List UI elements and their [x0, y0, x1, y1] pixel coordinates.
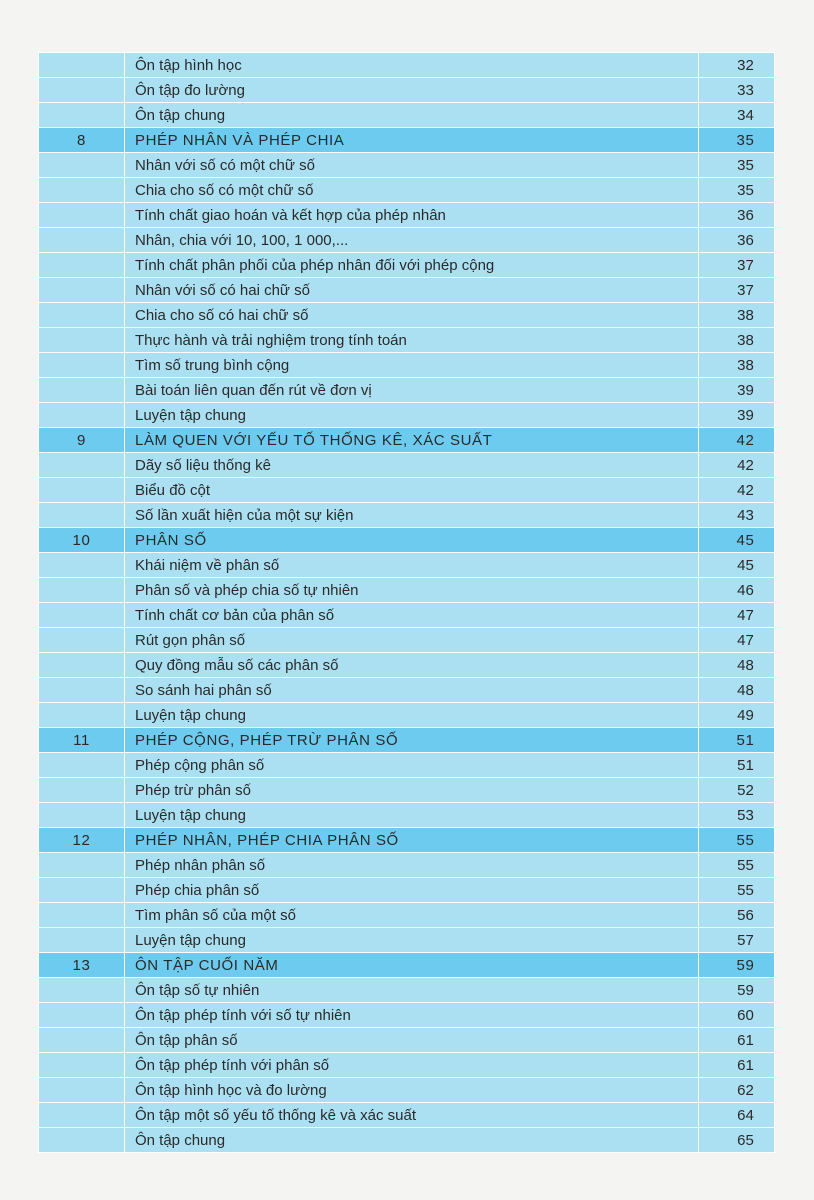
lesson-row — [39, 278, 775, 303]
page-number: 42 — [699, 478, 775, 503]
chapter-number — [39, 203, 125, 228]
chapter-number — [39, 1078, 125, 1103]
entry-title: Phép trừ phân số — [125, 778, 699, 803]
chapter-number — [39, 1128, 125, 1153]
chapter-number — [39, 578, 125, 603]
page-number: 51 — [699, 728, 775, 753]
chapter-number — [39, 628, 125, 653]
page-number: 35 — [699, 153, 775, 178]
lesson-row — [39, 178, 775, 203]
page-number: 46 — [699, 578, 775, 603]
entry-title: Ôn tập chung — [125, 1128, 699, 1153]
page-number: 32 — [699, 53, 775, 78]
chapter-number: 10 — [39, 528, 125, 553]
page-number: 39 — [699, 403, 775, 428]
lesson-row — [39, 903, 775, 928]
page-number: 47 — [699, 628, 775, 653]
entry-title: Ôn tập hình học — [125, 53, 699, 78]
lesson-row — [39, 678, 775, 703]
lesson-row — [39, 503, 775, 528]
page-number: 36 — [699, 203, 775, 228]
chapter-number — [39, 378, 125, 403]
entry-title: ÔN TẬP CUỐI NĂM — [125, 953, 699, 978]
entry-title: PHÂN SỐ — [125, 528, 699, 553]
chapter-number — [39, 503, 125, 528]
entry-title: Biểu đồ cột — [125, 478, 699, 503]
page-number: 61 — [699, 1053, 775, 1078]
entry-title: PHÉP CỘNG, PHÉP TRỪ PHÂN SỐ — [125, 728, 699, 753]
entry-title: PHÉP NHÂN VÀ PHÉP CHIA — [125, 128, 699, 153]
page-number: 65 — [699, 1128, 775, 1153]
page-number: 59 — [699, 978, 775, 1003]
chapter-number — [39, 878, 125, 903]
entry-title: Tìm số trung bình cộng — [125, 353, 699, 378]
lesson-row — [39, 1003, 775, 1028]
page-number: 57 — [699, 928, 775, 953]
entry-title: Tính chất cơ bản của phân số — [125, 603, 699, 628]
page-number: 55 — [699, 828, 775, 853]
chapter-number — [39, 303, 125, 328]
chapter-number — [39, 678, 125, 703]
chapter-number — [39, 653, 125, 678]
lesson-row — [39, 53, 775, 78]
lesson-row — [39, 603, 775, 628]
page-number: 37 — [699, 278, 775, 303]
chapter-number — [39, 353, 125, 378]
chapter-number — [39, 103, 125, 128]
entry-title: Tính chất giao hoán và kết hợp của phép nhân — [125, 203, 699, 228]
entry-title: Nhân với số có hai chữ số — [125, 278, 699, 303]
lesson-row — [39, 478, 775, 503]
page-number: 34 — [699, 103, 775, 128]
entry-title: Tìm phân số của một số — [125, 903, 699, 928]
entry-title: Quy đồng mẫu số các phân số — [125, 653, 699, 678]
entry-title: Phép chia phân số — [125, 878, 699, 903]
entry-title: Chia cho số có hai chữ số — [125, 303, 699, 328]
lesson-row — [39, 153, 775, 178]
lesson-row — [39, 578, 775, 603]
chapter-number — [39, 453, 125, 478]
chapter-number: 8 — [39, 128, 125, 153]
entry-title: Khái niệm về phân số — [125, 553, 699, 578]
page-number: 38 — [699, 303, 775, 328]
lesson-row — [39, 1053, 775, 1078]
entry-title: Ôn tập số tự nhiên — [125, 978, 699, 1003]
page-number: 56 — [699, 903, 775, 928]
chapter-number — [39, 178, 125, 203]
page-number: 51 — [699, 753, 775, 778]
lesson-row — [39, 928, 775, 953]
lesson-row — [39, 978, 775, 1003]
lesson-row — [39, 653, 775, 678]
entry-title: Chia cho số có một chữ số — [125, 178, 699, 203]
entry-title: Ôn tập hình học và đo lường — [125, 1078, 699, 1103]
chapter-number — [39, 53, 125, 78]
chapter-row — [39, 528, 775, 553]
chapter-number — [39, 603, 125, 628]
lesson-row — [39, 78, 775, 103]
lesson-row — [39, 353, 775, 378]
entry-title: Ôn tập một số yếu tố thống kê và xác suất — [125, 1103, 699, 1128]
lesson-row — [39, 753, 775, 778]
lesson-row — [39, 303, 775, 328]
page-number: 53 — [699, 803, 775, 828]
page-number: 60 — [699, 1003, 775, 1028]
page-number: 43 — [699, 503, 775, 528]
page-number: 39 — [699, 378, 775, 403]
chapter-number — [39, 228, 125, 253]
toc-body — [39, 53, 775, 1153]
chapter-number — [39, 703, 125, 728]
chapter-number: 9 — [39, 428, 125, 453]
chapter-row — [39, 128, 775, 153]
chapter-number — [39, 78, 125, 103]
lesson-row — [39, 803, 775, 828]
lesson-row — [39, 1103, 775, 1128]
chapter-number — [39, 753, 125, 778]
lesson-row — [39, 253, 775, 278]
chapter-row — [39, 428, 775, 453]
lesson-row — [39, 103, 775, 128]
page-number: 45 — [699, 528, 775, 553]
entry-title: Số lần xuất hiện của một sự kiện — [125, 503, 699, 528]
page-number: 49 — [699, 703, 775, 728]
entry-title: Phép nhân phân số — [125, 853, 699, 878]
entry-title: So sánh hai phân số — [125, 678, 699, 703]
lesson-row — [39, 1028, 775, 1053]
entry-title: Luyện tập chung — [125, 703, 699, 728]
lesson-row — [39, 328, 775, 353]
chapter-number — [39, 903, 125, 928]
page-number: 36 — [699, 228, 775, 253]
chapter-number — [39, 928, 125, 953]
page-number: 62 — [699, 1078, 775, 1103]
entry-title: PHÉP NHÂN, PHÉP CHIA PHÂN SỐ — [125, 828, 699, 853]
chapter-number — [39, 328, 125, 353]
lesson-row — [39, 1078, 775, 1103]
entry-title: Ôn tập phép tính với số tự nhiên — [125, 1003, 699, 1028]
entry-title: Phép cộng phân số — [125, 753, 699, 778]
chapter-number — [39, 853, 125, 878]
chapter-number — [39, 403, 125, 428]
page-number: 33 — [699, 78, 775, 103]
page-number: 42 — [699, 428, 775, 453]
entry-title: Luyện tập chung — [125, 403, 699, 428]
page-number: 55 — [699, 878, 775, 903]
chapter-number — [39, 778, 125, 803]
entry-title: LÀM QUEN VỚI YẾU TỐ THỐNG KÊ, XÁC SUẤT — [125, 428, 699, 453]
page-number: 35 — [699, 128, 775, 153]
entry-title: Thực hành và trải nghiệm trong tính toán — [125, 328, 699, 353]
page-number: 48 — [699, 653, 775, 678]
entry-title: Nhân, chia với 10, 100, 1 000,... — [125, 228, 699, 253]
chapter-number — [39, 1053, 125, 1078]
page-number: 55 — [699, 853, 775, 878]
page-number: 35 — [699, 178, 775, 203]
lesson-row — [39, 853, 775, 878]
chapter-row — [39, 953, 775, 978]
chapter-number — [39, 553, 125, 578]
lesson-row — [39, 628, 775, 653]
chapter-number — [39, 153, 125, 178]
entry-title: Tính chất phân phối của phép nhân đối với phép cộng — [125, 253, 699, 278]
entry-title: Ôn tập phân số — [125, 1028, 699, 1053]
page-number: 52 — [699, 778, 775, 803]
chapter-number: 12 — [39, 828, 125, 853]
lesson-row — [39, 1128, 775, 1153]
lesson-row — [39, 703, 775, 728]
entry-title: Nhân với số có một chữ số — [125, 153, 699, 178]
page-number: 47 — [699, 603, 775, 628]
entry-title: Phân số và phép chia số tự nhiên — [125, 578, 699, 603]
entry-title: Luyện tập chung — [125, 928, 699, 953]
chapter-number: 11 — [39, 728, 125, 753]
entry-title: Ôn tập đo lường — [125, 78, 699, 103]
page-number: 38 — [699, 353, 775, 378]
page-number: 64 — [699, 1103, 775, 1128]
lesson-row — [39, 453, 775, 478]
lesson-row — [39, 228, 775, 253]
lesson-row — [39, 878, 775, 903]
chapter-number — [39, 978, 125, 1003]
page-number: 59 — [699, 953, 775, 978]
page-number: 42 — [699, 453, 775, 478]
lesson-row — [39, 553, 775, 578]
chapter-number — [39, 278, 125, 303]
lesson-row — [39, 203, 775, 228]
chapter-row — [39, 728, 775, 753]
chapter-number — [39, 478, 125, 503]
entry-title: Bài toán liên quan đến rút về đơn vị — [125, 378, 699, 403]
entry-title: Rút gọn phân số — [125, 628, 699, 653]
lesson-row — [39, 378, 775, 403]
table-of-contents — [38, 52, 775, 1153]
page-number: 48 — [699, 678, 775, 703]
chapter-row — [39, 828, 775, 853]
chapter-number — [39, 253, 125, 278]
entry-title: Luyện tập chung — [125, 803, 699, 828]
chapter-number — [39, 803, 125, 828]
lesson-row — [39, 403, 775, 428]
entry-title: Dãy số liệu thống kê — [125, 453, 699, 478]
page-number: 45 — [699, 553, 775, 578]
page-number: 37 — [699, 253, 775, 278]
page-number: 61 — [699, 1028, 775, 1053]
page-number: 38 — [699, 328, 775, 353]
lesson-row — [39, 778, 775, 803]
entry-title: Ôn tập phép tính với phân số — [125, 1053, 699, 1078]
chapter-number: 13 — [39, 953, 125, 978]
chapter-number — [39, 1003, 125, 1028]
entry-title: Ôn tập chung — [125, 103, 699, 128]
chapter-number — [39, 1028, 125, 1053]
chapter-number — [39, 1103, 125, 1128]
